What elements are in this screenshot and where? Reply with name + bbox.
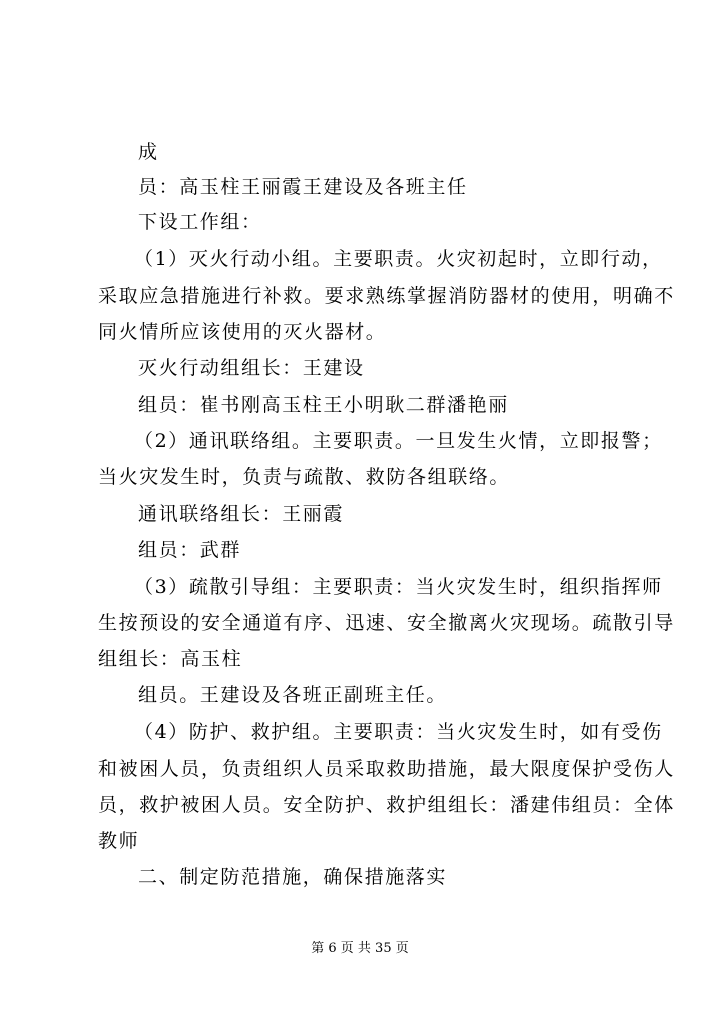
text-line: （1）灭火行动小组。主要职责。火灾初起时，立即行动， [134, 248, 663, 270]
text-line: 生按预设的安全通道有序、迅速、安全撤离火灾现场。疏散引导 [98, 612, 675, 634]
text-line: 教师 [98, 830, 140, 852]
text-line: 组员。王建设及各班正副班主任。 [138, 684, 448, 706]
text-line: 灭火行动组组长：王建设 [138, 357, 365, 379]
text-line: （2）通讯联络组。主要职责。一旦发生火情，立即报警； [134, 430, 663, 452]
page-number: 第 6 页 共 35 页 [311, 941, 409, 956]
text-line: 同火情所应该使用的灭火器材。 [98, 321, 387, 343]
text-line: 采取应急措施进行补救。要求熟练掌握消防器材的使用，明确不 [98, 285, 675, 307]
text-line: 下设工作组： [138, 211, 262, 233]
text-line: （3）疏散引导组：主要职责：当火灾发生时，组织指挥师 [134, 576, 663, 598]
text-line: 成 [138, 141, 159, 163]
text-line: 和被困人员，负责组织人员采取救助措施，最大限度保护受伤人 [98, 758, 675, 780]
text-line: 通讯联络组长：王丽霞 [138, 503, 345, 525]
text-line: 组员：崔书刚高玉柱王小明耿二群潘艳丽 [138, 394, 509, 416]
text-line: 当火灾发生时，负责与疏散、救防各组联络。 [98, 466, 511, 488]
text-line: （4）防护、救护组。主要职责：当火灾发生时，如有受伤 [134, 721, 663, 743]
text-line: 员，救护被困人员。安全防护、救护组组长：潘建伟组员：全体 [98, 794, 675, 816]
section-heading: 二、制定防范措施，确保措施落实 [138, 866, 448, 888]
text-line: 组组长：高玉柱 [98, 648, 243, 670]
text-line: 组员：武群 [138, 539, 242, 561]
text-line: 员：高玉柱王丽霞王建设及各班主任 [138, 176, 468, 198]
